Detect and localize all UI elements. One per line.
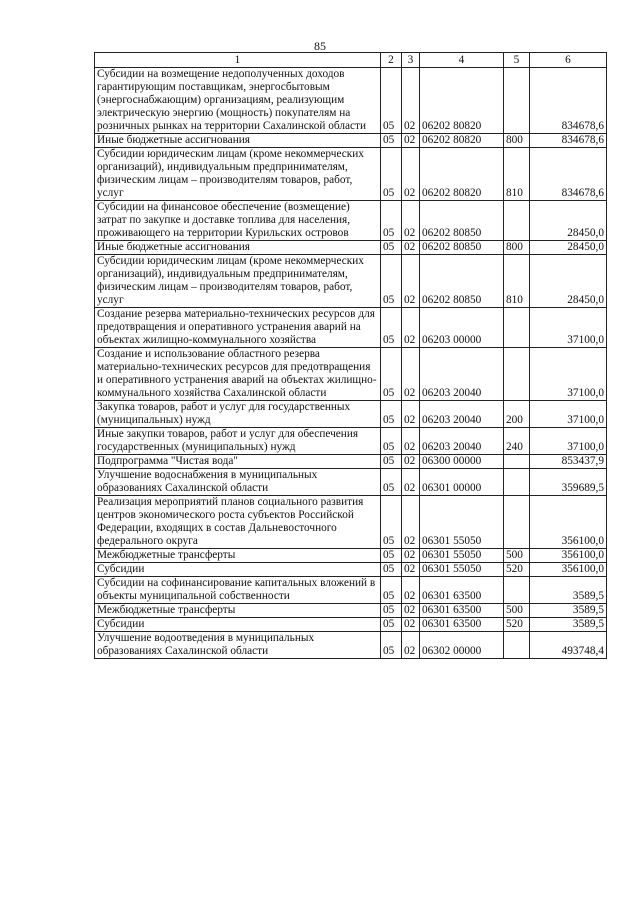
table-row	[95, 255, 607, 308]
row-name: Улучшение водоснабжения в муниципальных образованиях Сахалинской области	[95, 469, 381, 496]
row-name: Субсидии на софинансирование капитальных вложений в объекты муниципальной собственности	[95, 577, 381, 604]
row-target-code: 06203 20040	[420, 348, 504, 401]
row-amount: 28450,0	[530, 201, 607, 241]
row-name: Иные бюджетные ассигнования	[95, 241, 381, 255]
row-section-code: 05	[381, 577, 402, 604]
row-amount: 3589,5	[530, 618, 607, 632]
header-row	[95, 53, 607, 68]
row-expense-type-code	[504, 632, 530, 659]
row-name: Межбюджетные трансферты	[95, 604, 381, 618]
row-subsection-code: 02	[402, 201, 420, 241]
row-expense-type-code	[504, 577, 530, 604]
table-row	[95, 201, 607, 241]
header-col-5: 5	[504, 53, 530, 68]
row-section-code: 05	[381, 68, 402, 134]
row-subsection-code: 02	[402, 348, 420, 401]
row-section-code: 05	[381, 563, 402, 577]
table-row	[95, 428, 607, 455]
row-subsection-code: 02	[402, 577, 420, 604]
row-name: Закупка товаров, работ и услуг для государственных (муниципальных) нужд	[95, 401, 381, 428]
row-expense-type-code: 810	[504, 148, 530, 201]
table-row	[95, 496, 607, 549]
row-target-code: 06202 80850	[420, 255, 504, 308]
row-expense-type-code: 200	[504, 401, 530, 428]
table-row	[95, 563, 607, 577]
header-col-1: 1	[95, 53, 381, 68]
row-expense-type-code: 500	[504, 549, 530, 563]
row-target-code: 06301 55050	[420, 563, 504, 577]
row-subsection-code: 02	[402, 618, 420, 632]
row-target-code: 06202 80850	[420, 241, 504, 255]
row-name: Субсидии на финансовое обеспечение (возмещение) затрат по закупке и доставке топлива для населения, проживающего на территории Курильских островов	[95, 201, 381, 241]
row-subsection-code: 02	[402, 496, 420, 549]
row-subsection-code: 02	[402, 455, 420, 469]
row-target-code: 06301 55050	[420, 496, 504, 549]
row-section-code: 05	[381, 308, 402, 348]
row-subsection-code: 02	[402, 401, 420, 428]
row-target-code: 06202 80820	[420, 134, 504, 148]
row-expense-type-code: 240	[504, 428, 530, 455]
row-expense-type-code: 520	[504, 618, 530, 632]
row-expense-type-code	[504, 68, 530, 134]
row-amount: 28450,0	[530, 241, 607, 255]
row-subsection-code: 02	[402, 241, 420, 255]
table-row	[95, 241, 607, 255]
row-name: Субсидии	[95, 618, 381, 632]
row-name: Субсидии	[95, 563, 381, 577]
row-subsection-code: 02	[402, 632, 420, 659]
row-name: Субсидии на возмещение недополученных доходов гарантирующим поставщикам, энергосбытовым (энергоснабжающим) организациям, реализующим электрическую энергию (мощность) покупателям на розничных рынках на территории Сахалинской области	[95, 68, 381, 134]
row-amount: 359689,5	[530, 469, 607, 496]
row-subsection-code: 02	[402, 308, 420, 348]
row-amount: 356100,0	[530, 496, 607, 549]
table-row	[95, 577, 607, 604]
row-expense-type-code	[504, 348, 530, 401]
row-target-code: 06203 00000	[420, 308, 504, 348]
row-section-code: 05	[381, 148, 402, 201]
row-amount: 834678,6	[530, 68, 607, 134]
table-row	[95, 68, 607, 134]
row-amount: 356100,0	[530, 549, 607, 563]
table-row	[95, 134, 607, 148]
row-amount: 37100,0	[530, 428, 607, 455]
row-name: Субсидии юридическим лицам (кроме некоммерческих организаций), индивидуальным предпринимателям, физическим лицам – производителям товаров, работ, услуг	[95, 255, 381, 308]
budget-table	[94, 52, 607, 659]
row-amount: 834678,6	[530, 134, 607, 148]
row-section-code: 05	[381, 455, 402, 469]
header-col-3: 3	[402, 53, 420, 68]
table-row	[95, 148, 607, 201]
table-row	[95, 618, 607, 632]
row-name: Улучшение водоотведения в муниципальных образованиях Сахалинской области	[95, 632, 381, 659]
row-name: Иные закупки товаров, работ и услуг для обеспечения государственных (муниципальных) нужд	[95, 428, 381, 455]
table-row	[95, 401, 607, 428]
row-amount: 493748,4	[530, 632, 607, 659]
row-section-code: 05	[381, 134, 402, 148]
row-name: Межбюджетные трансферты	[95, 549, 381, 563]
row-name: Иные бюджетные ассигнования	[95, 134, 381, 148]
row-expense-type-code: 500	[504, 604, 530, 618]
row-subsection-code: 02	[402, 604, 420, 618]
row-subsection-code: 02	[402, 428, 420, 455]
row-target-code: 06301 63500	[420, 618, 504, 632]
header-col-4: 4	[420, 53, 504, 68]
row-target-code: 06301 00000	[420, 469, 504, 496]
row-subsection-code: 02	[402, 469, 420, 496]
row-target-code: 06301 63500	[420, 577, 504, 604]
row-name: Подпрограмма "Чистая вода"	[95, 455, 381, 469]
row-amount: 3589,5	[530, 604, 607, 618]
row-amount: 356100,0	[530, 563, 607, 577]
row-target-code: 06202 80850	[420, 201, 504, 241]
table-row	[95, 308, 607, 348]
table-row	[95, 469, 607, 496]
row-section-code: 05	[381, 618, 402, 632]
row-subsection-code: 02	[402, 549, 420, 563]
row-expense-type-code: 810	[504, 255, 530, 308]
row-amount: 28450,0	[530, 255, 607, 308]
row-expense-type-code	[504, 496, 530, 549]
row-amount: 37100,0	[530, 401, 607, 428]
table-row	[95, 348, 607, 401]
row-subsection-code: 02	[402, 148, 420, 201]
row-target-code: 06202 80820	[420, 68, 504, 134]
table-row	[95, 604, 607, 618]
header-col-6: 6	[530, 53, 607, 68]
row-amount: 853437,9	[530, 455, 607, 469]
row-amount: 37100,0	[530, 348, 607, 401]
row-amount: 37100,0	[530, 308, 607, 348]
row-section-code: 05	[381, 549, 402, 563]
row-name: Реализация мероприятий планов социального развития центров экономического роста субъектов Российской Федерации, входящих в состав Дальневосточного федерального округа	[95, 496, 381, 549]
row-expense-type-code	[504, 469, 530, 496]
row-subsection-code: 02	[402, 255, 420, 308]
row-target-code: 06301 63500	[420, 604, 504, 618]
row-section-code: 05	[381, 348, 402, 401]
page-number: 85	[314, 39, 326, 53]
header-col-2: 2	[381, 53, 402, 68]
row-subsection-code: 02	[402, 134, 420, 148]
table-row	[95, 549, 607, 563]
row-section-code: 05	[381, 632, 402, 659]
row-expense-type-code: 520	[504, 563, 530, 577]
row-section-code: 05	[381, 469, 402, 496]
row-section-code: 05	[381, 241, 402, 255]
row-section-code: 05	[381, 255, 402, 308]
row-expense-type-code	[504, 308, 530, 348]
row-target-code: 06203 20040	[420, 401, 504, 428]
row-expense-type-code	[504, 201, 530, 241]
row-name: Создание и использование областного резерва материально-технических ресурсов для предотвращения и оперативного устранения аварий на объектах жилищно-коммунального хозяйства Сахалинской области	[95, 348, 381, 401]
row-section-code: 05	[381, 401, 402, 428]
row-target-code: 06300 00000	[420, 455, 504, 469]
row-section-code: 05	[381, 428, 402, 455]
row-section-code: 05	[381, 604, 402, 618]
row-subsection-code: 02	[402, 563, 420, 577]
row-section-code: 05	[381, 496, 402, 549]
row-expense-type-code: 800	[504, 241, 530, 255]
row-target-code: 06203 20040	[420, 428, 504, 455]
table-row	[95, 455, 607, 469]
row-target-code: 06302 00000	[420, 632, 504, 659]
row-amount: 834678,6	[530, 148, 607, 201]
row-section-code: 05	[381, 201, 402, 241]
row-name: Субсидии юридическим лицам (кроме некоммерческих организаций), индивидуальным предпринимателям, физическим лицам – производителям товаров, работ, услуг	[95, 148, 381, 201]
row-target-code: 06202 80820	[420, 148, 504, 201]
row-amount: 3589,5	[530, 577, 607, 604]
row-name: Создание резерва материально-технических ресурсов для предотвращения и оперативного устранения аварий на объектах жилищно-коммунального хозяйства	[95, 308, 381, 348]
table-row	[95, 632, 607, 659]
row-target-code: 06301 55050	[420, 549, 504, 563]
row-expense-type-code	[504, 455, 530, 469]
row-subsection-code: 02	[402, 68, 420, 134]
row-expense-type-code: 800	[504, 134, 530, 148]
